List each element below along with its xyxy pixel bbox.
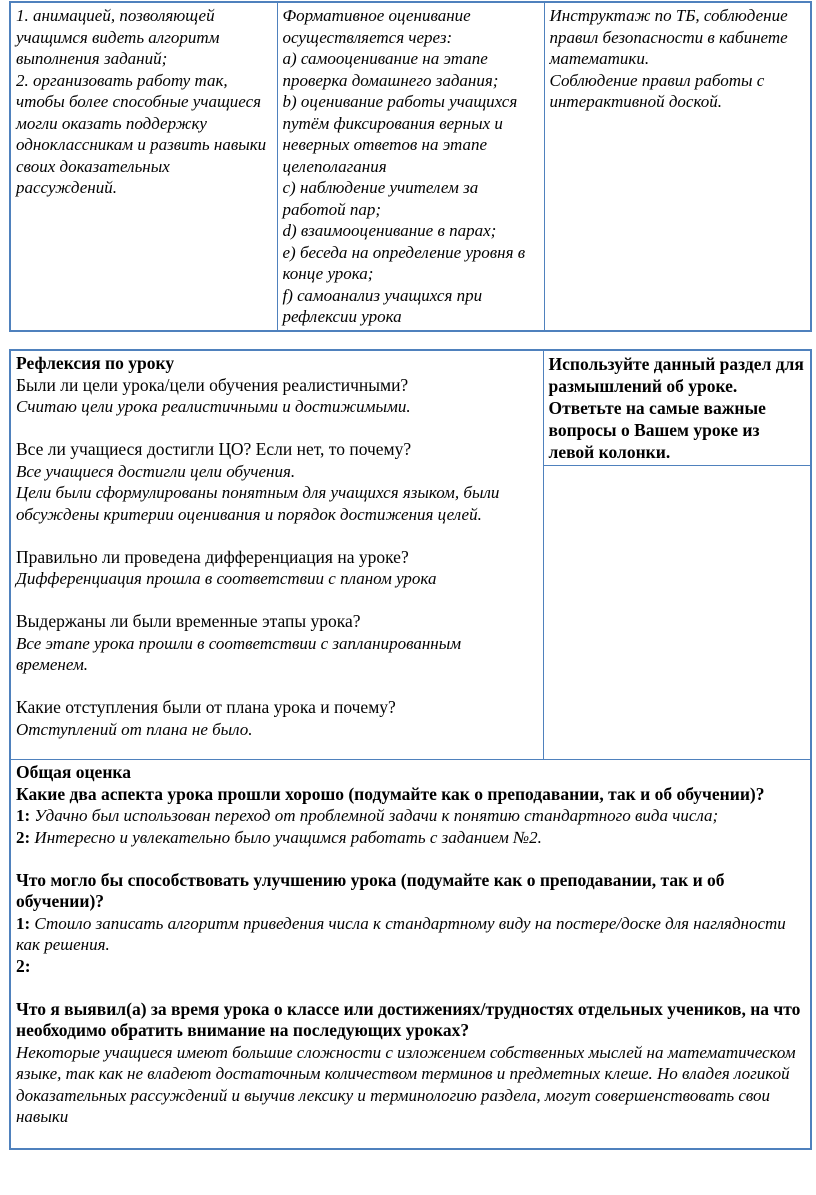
overall-question-1: Какие два аспекта урока прошли хорошо (подумайте как о преподавании, так и об обучении)?	[16, 783, 765, 804]
top-table	[9, 1, 812, 332]
overall-answer-1	[16, 805, 804, 827]
reflection-question-5: Какие отступления были от плана урока и почему?	[16, 697, 396, 717]
reflection-answer-5: Отступлений от плана не было.	[16, 719, 253, 739]
reflection-title: Рефлексия по уроку	[16, 353, 175, 373]
reflection-answer-2a: Все учащиеся достигли цели обучения.	[16, 461, 296, 481]
overall-improve-1	[16, 913, 804, 956]
overall-answer-1-text: Удачно был использован переход от проблемной задачи к понятию стандартного вида числа;	[34, 806, 719, 825]
overall-answer-2-number: 2:	[16, 827, 31, 847]
overall-answer-2-text: Интересно и увлекательно было учащимся работать с заданием №2.	[34, 827, 542, 847]
top-col2-intro: Формативное оценивание осуществляется через:	[282, 6, 471, 47]
reflection-question-3: Правильно ли проведена дифференциация на уроке?	[16, 546, 409, 567]
top-col1-item-2: 2. организовать работу так, чтобы более способные учащиеся могли оказать поддержку одноклассникам и развить навыки своих доказательных рассуждений.	[16, 70, 267, 197]
overall-answer-3: Некоторые учащиеся имеют большие сложности с изложением собственных мыслей на математическом языке, так как не владеют достаточным количеством терминов и предметных клеше. Но владея логикой доказательных рассуждений и выучив лексику и терминологию раздела, могут совершенствовать свои навыки	[16, 1042, 796, 1126]
reflection-table	[9, 349, 812, 1150]
reflection-note-cell	[543, 350, 811, 466]
top-col-3	[544, 2, 811, 331]
reflection-question-2: Все ли учащиеся достигли ЦО? Если нет, то почему?	[16, 439, 412, 459]
reflection-notes-empty	[543, 466, 811, 760]
top-col2-item-b: b) оценивание работы учащихся путём фиксирования верных и неверных ответов на этапе целеполагания	[282, 92, 518, 176]
top-col3-item-2: Соблюдение правил работы с интерактивной доской.	[549, 70, 765, 111]
top-col3-item-1: Инструктаж по ТБ, соблюдение правил безопасности в кабинете математики.	[549, 6, 788, 68]
top-col-2	[277, 2, 544, 331]
reflection-answer-2b: Цели были сформулированы понятным для учащихся языком, были обсуждены критерии оценивания и порядок достижения целей.	[16, 483, 500, 524]
top-col2-item-e: e) беседа на определение уровня в конце урока;	[282, 242, 526, 283]
top-col2-item-c: c) наблюдение учителем за работой пар;	[282, 178, 479, 219]
top-col2-item-f: f) самоанализ учащихся при рефлексии урока	[282, 285, 483, 326]
overall-improve-1-text: Стоило записать алгоритм приведения числа к стандартному виду на постере/доске для наглядности как решения.	[16, 913, 786, 954]
top-col-1	[10, 2, 277, 331]
overall-title: Общая оценка	[16, 762, 131, 782]
overall-question-2: Что могло бы способствовать улучшению урока (подумайте как о преподавании, так и об обучении)?	[16, 869, 725, 911]
overall-answer-2	[16, 827, 804, 849]
top-col2-item-d: d) взаимооценивание в парах;	[282, 221, 497, 240]
reflection-cell	[10, 350, 543, 760]
reflection-note: Используйте данный раздел для размышлений об уроке. Ответьте на самые важные вопросы о Вашем уроке из левой колонки.	[548, 354, 804, 462]
reflection-question-4: Выдержаны ли были временные этапы урока?	[16, 611, 361, 631]
overall-question-3: Что я выявил(а) за время урока о классе или достижениях/трудностях отдельных учеников, на что необходимо обратить внимание на последующих уроках?	[16, 998, 801, 1040]
reflection-answer-1: Считаю цели урока реалистичными и достижимыми.	[16, 397, 411, 416]
top-col1-item-1: 1. анимацией, позволяющей учащимся видеть алгоритм выполнения заданий;	[16, 6, 220, 68]
top-col2-item-a: a) самооценивание на этапе проверка домашнего задания;	[282, 49, 499, 90]
overall-cell	[10, 760, 811, 1150]
reflection-answer-3: Дифференциация прошла в соответствии с планом урока	[16, 569, 437, 588]
reflection-question-1: Были ли цели урока/цели обучения реалистичными?	[16, 374, 409, 395]
overall-improve-2-number: 2:	[16, 955, 31, 976]
overall-answer-1-number: 1:	[16, 806, 31, 825]
overall-improve-1-number: 1:	[16, 913, 31, 933]
reflection-answer-4: Все этапе урока прошли в соответствии с запланированным временем.	[16, 633, 462, 674]
